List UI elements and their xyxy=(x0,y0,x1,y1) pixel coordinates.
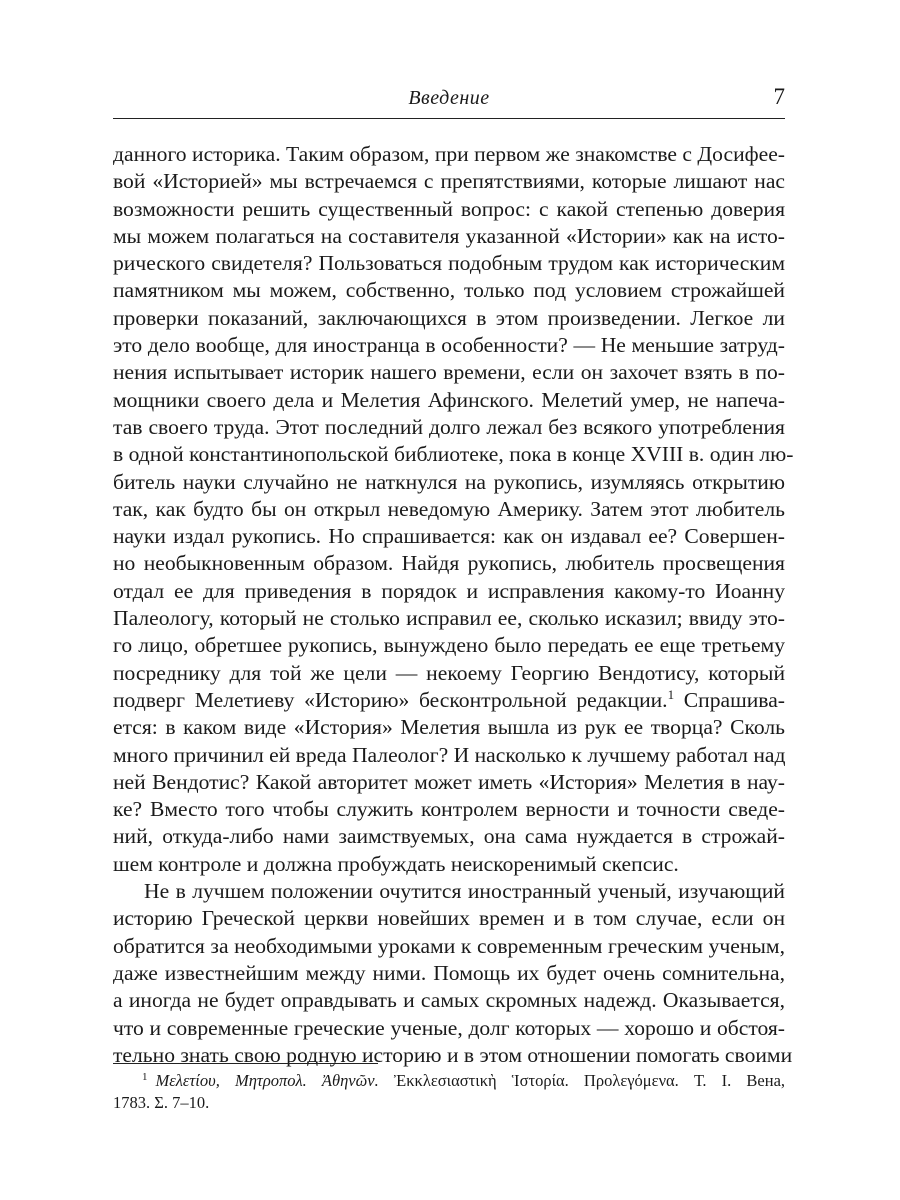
text-line: вой «Историей» мы встречаемся с препятствиями, которые лишают нас xyxy=(113,169,785,194)
paragraph-start-line: Не в лучшем положении очутится иностранный ученый, изучающий xyxy=(144,879,785,904)
text-line: но необыкновенным образом. Найдя рукопись, любитель просвещения xyxy=(113,551,785,576)
text-line: мощники своего дела и Мелетия Афинского. Мелетий умер, не напеча- xyxy=(113,387,785,412)
footnote-line: 1783. Σ. 7–10. xyxy=(113,1093,210,1112)
text-line: данного историка. Таким образом, при первом же знакомстве с Досифее- xyxy=(113,142,785,166)
text-line: историю Греческой церкви новейших времен и в том случае, если он xyxy=(113,906,785,931)
text-segment: Спрашива- xyxy=(683,687,785,712)
text-line: отдал ее для приведения в порядок и исправления какому-то Иоанну xyxy=(113,578,785,603)
text-line: ний, откуда-либо нами заимствуемых, она сама нуждается в строжай- xyxy=(113,824,785,849)
text-line: нения испытывает историк нашего времени, если он захочет взять в по- xyxy=(113,360,785,385)
text-line: ке? Вместо того чтобы служить контролем верности и точности сведе- xyxy=(113,797,785,822)
text-line: это дело вообще, для иностранца в особенности? — Не меньшие затруд- xyxy=(113,333,785,358)
text-line: что и современные греческие ученые, долг которых — хорошо и обстоя- xyxy=(113,1015,785,1040)
text-line: ется: в каком виде «История» Мелетия вышла из рук ее творца? Сколь xyxy=(113,715,785,740)
body-text xyxy=(113,141,794,1069)
text-line: много причинил ей вреда Палеолог? И насколько к лучшему работал над xyxy=(113,742,786,767)
text-line: так, как будто бы он открыл неведомую Америку. Затем этот любитель xyxy=(113,496,785,521)
page-number: 7 xyxy=(773,84,785,109)
text-line: обратится за необходимыми уроками к современным греческим ученым, xyxy=(113,933,785,958)
text-line: мы можем полагаться на составителя указанной «Истории» как на исто- xyxy=(113,223,785,248)
footnote-number: 1 xyxy=(142,1070,148,1083)
text-segment: подверг Мелетиеву «Историю» бесконтрольной редакции. xyxy=(113,687,668,712)
text-line: го лицо, обретшее рукопись, вынуждено было передать ее еще третьему xyxy=(113,633,785,658)
footnote-divider xyxy=(113,1063,378,1064)
text-line: тав своего труда. Этот последний долго лежал без всякого употребления xyxy=(113,414,785,439)
text-line: Палеологу, который не столько исправил ее, сколько исказил; ввиду это- xyxy=(113,606,785,631)
text-line: памятником мы можем, собственно, только под условием строжайшей xyxy=(113,278,785,303)
text-line: битель науки случайно не наткнулся на рукопись, изумляясь открытию xyxy=(113,469,785,494)
footnote-reference[interactable]: 1 xyxy=(667,686,675,702)
text-line: тельно знать свою родную историю и в этом отношении помогать своими xyxy=(113,1042,793,1067)
text-line: возможности решить существенный вопрос: с какой степенью доверия xyxy=(113,196,785,221)
text-line: рического свидетеля? Пользоваться подобным трудом как историческим xyxy=(113,251,785,276)
footnote-author: Μελετίου, Μητροπολ. Ἀθηνῶν. xyxy=(155,1071,379,1090)
text-line: шем контроле и должна пробуждать неискоренимый скепсис. xyxy=(113,851,679,876)
running-title: Введение xyxy=(408,87,490,109)
footnote-line xyxy=(113,1070,785,1092)
footnote xyxy=(113,1070,785,1114)
text-line: ней Вендотис? Какой авторитет может иметь «История» Мелетия в нау- xyxy=(113,769,785,794)
text-line: науки издал рукопись. Но спрашивается: как он издавал ее? Совершен- xyxy=(113,524,785,549)
running-header xyxy=(113,84,785,119)
text-line-with-footnote xyxy=(113,687,785,714)
text-line: даже известнейшим между ними. Помощь их будет очень сомнительна, xyxy=(113,960,785,985)
text-line: в одной константинопольской библиотеке, пока в конце XVIII в. один лю- xyxy=(113,442,794,467)
text-line: посреднику для той же цели — некоему Георгию Вендотису, который xyxy=(113,660,785,685)
footnote-title: Ἐκκλεσιαστικὴ Ἱστορία. Προλεγόμενα. Т. I. Вена, xyxy=(393,1071,786,1090)
text-line: а иногда не будет оправдывать и самых скромных надежд. Оказывается, xyxy=(113,988,785,1013)
text-line: проверки показаний, заключающихся в этом произведении. Легкое ли xyxy=(113,305,785,330)
